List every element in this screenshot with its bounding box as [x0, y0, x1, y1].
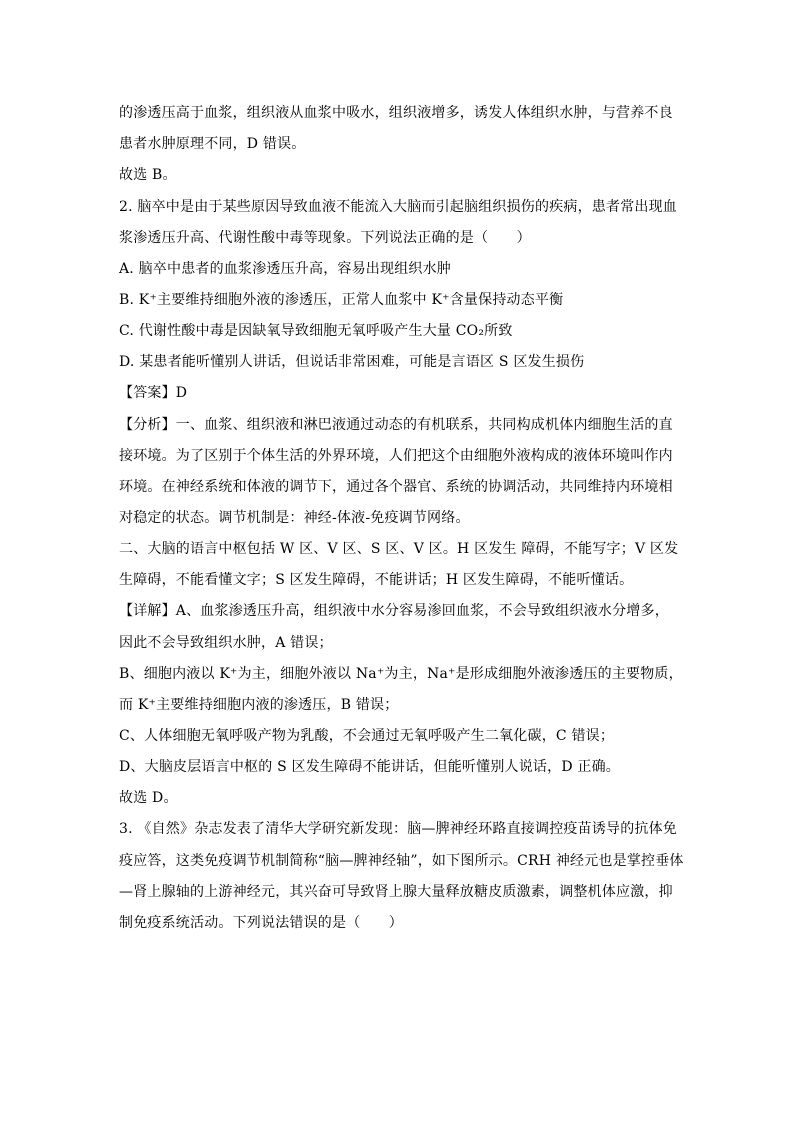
- detail-text: 因此不会导致组织水肿，A 错误；: [119, 635, 333, 651]
- analysis-text: 接环境。为了区别于个体生活的外界环境，人们把这个由细胞外液构成的液体环境叫作内: [119, 448, 673, 464]
- question-3-stem: 疫应答，这类免疫调节机制简称“脑—脾神经轴”，如下图所示。CRH 神经元也是掌控垂体: [119, 853, 684, 869]
- detail-text: D、大脑皮层语言中枢的 S 区发生障碍不能讲话，但能听懂别人说话，D 正确。: [119, 759, 620, 775]
- analysis-text: 环境。在神经系统和体液的调节下，通过各个器官、系统的协调活动，共同维持内环境相: [119, 479, 673, 495]
- text-line: 的渗透压高于血浆，组织液从血浆中吸水，组织液增多，诱发人体组织水肿，与营养不良: [119, 105, 673, 121]
- question-2-stem: 2. 脑卒中是由于某些原因导致血液不能流入大脑而引起脑组织损伤的疾病，患者常出现血: [119, 199, 678, 215]
- detail-text: B、细胞内液以 K⁺为主，细胞外液以 Na⁺为主，Na⁺是形成细胞外液渗透压的主要物质，: [119, 666, 683, 682]
- text-line: 故选 B。: [119, 167, 177, 183]
- question-2-stem: 浆渗透压升高、代谢性酸中毒等现象。下列说法正确的是（ ）: [119, 230, 531, 246]
- option-c: C. 代谢性酸中毒是因缺氧导致细胞无氧呼吸产生大量 CO₂所致: [119, 323, 513, 339]
- analysis-text: 【分析】一、血浆、组织液和淋巴液通过动态的有机联系，共同构成机体内细胞生活的直: [119, 417, 673, 433]
- question-3-stem: —肾上腺轴的上游神经元，其兴奋可导致肾上腺大量释放糖皮质激素，调整机体应激，抑: [119, 884, 673, 900]
- analysis-text: 生障碍，不能看懂文字；S 区发生障碍，不能讲话；H 区发生障碍，不能听懂话。: [119, 572, 634, 588]
- answer: 【答案】D: [119, 385, 188, 401]
- text-line: 故选 D。: [119, 790, 178, 806]
- question-3-stem: 制免疫系统活动。下列说法错误的是（ ）: [119, 915, 403, 931]
- detail-text: C、人体细胞无氧呼吸产物为乳酸，不会通过无氧呼吸产生二氧化碳，C 错误；: [119, 728, 615, 744]
- question-3-stem: 3. 《自然》杂志发表了清华大学研究新发现：脑—脾神经环路直接调控疫苗诱导的抗体免: [119, 821, 678, 837]
- text-line: 患者水肿原理不同，D 错误。: [119, 136, 306, 152]
- option-b: B. K⁺主要维持细胞外液的渗透压，正常人血浆中 K⁺含量保持动态平衡: [119, 292, 564, 308]
- detail-text: 【详解】A、血浆渗透压升高，组织液中水分容易渗回血浆，不会导致组织液水分增多，: [119, 603, 669, 619]
- option-a: A. 脑卒中患者的血浆渗透压升高，容易出现组织水肿: [119, 261, 452, 277]
- analysis-text: 二、大脑的语言中枢包括 W 区、V 区、S 区、V 区。H 区发生 障碍，不能写字；V 区发: [119, 541, 679, 557]
- option-d: D. 某患者能听懂别人讲话，但说话非常困难，可能是言语区 S 区发生损伤: [119, 354, 585, 370]
- detail-text: 而 K⁺主要维持细胞内液的渗透压，B 错误；: [119, 697, 399, 713]
- analysis-text: 对稳定的状态。调节机制是：神经-体液-免疫调节网络。: [119, 510, 470, 526]
